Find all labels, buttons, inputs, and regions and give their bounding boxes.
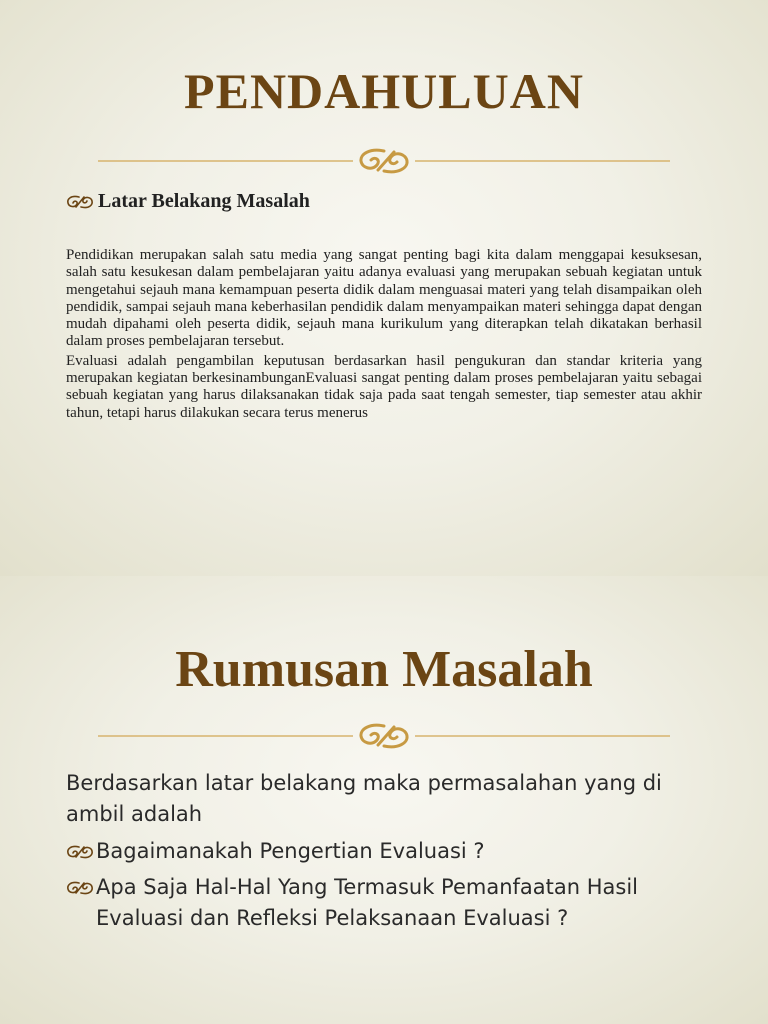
question-list [66, 836, 706, 939]
ornament-divider [98, 146, 670, 176]
slide-title: Rumusan Masalah [175, 641, 593, 698]
curl-bullet-icon [66, 844, 96, 860]
body-text [66, 247, 702, 424]
intro-text: Berdasarkan latar belakang maka permasalahan yang di ambil adalah [66, 771, 662, 826]
ornament-divider [98, 721, 670, 751]
scroll-ornament-icon [98, 721, 670, 751]
slide-title: PENDAHULUAN [184, 63, 584, 119]
list-item-label: Bagaimanakah Pengertian Evaluasi ? [96, 839, 485, 863]
bullet-label: Latar Belakang Masalah [98, 190, 310, 212]
paragraph: Evaluasi adalah pengambilan keputusan berdasarkan hasil pengukuran dan standar kriteria yang merupakan kegiatan berkesinambunganEvaluasi sangat penting dalam proses pembelajaran yaitu sebagai sebuah kegiatan yang harus dilaksanakan tidak saja pada saat tengah semester, tiap semester atau akhir tahun, tetapi harus dilakukan secara terus menerus [66, 352, 702, 421]
list-item-label: Apa Saja Hal-Hal Yang Termasuk Pemanfaatan Hasil Evaluasi dan Refleksi Pelaksanaan Evaluasi ? [96, 875, 638, 930]
scroll-ornament-icon [98, 146, 670, 176]
bullet-item [66, 190, 310, 213]
list-item [66, 872, 706, 934]
slide-rumusan-masalah [0, 576, 768, 1024]
paragraph: Pendidikan merupakan salah satu media yang sangat penting bagi kita dalam menggapai kesuksesan, salah satu kesukesan dalam pembelajaran yaitu adanya evaluasi yang merupakan sebuah kegiatan untuk mengetahui sejauh mana kemampuan peserta didik dalam menguasai materi yang telah disampaikan oleh pendidik, sampai sejauh mana keberhasilan pendidik dalam menyampaikan materi sehingga dapat dengan mudah dipahami oleh peserta didik, sejauh mana kurikulum yang diterapkan telah dikatakan berhasil dalam proses pembelajaran tersebut. [66, 247, 702, 350]
curl-bullet-icon [66, 194, 94, 210]
curl-bullet-icon [66, 880, 96, 896]
list-item [66, 836, 706, 867]
